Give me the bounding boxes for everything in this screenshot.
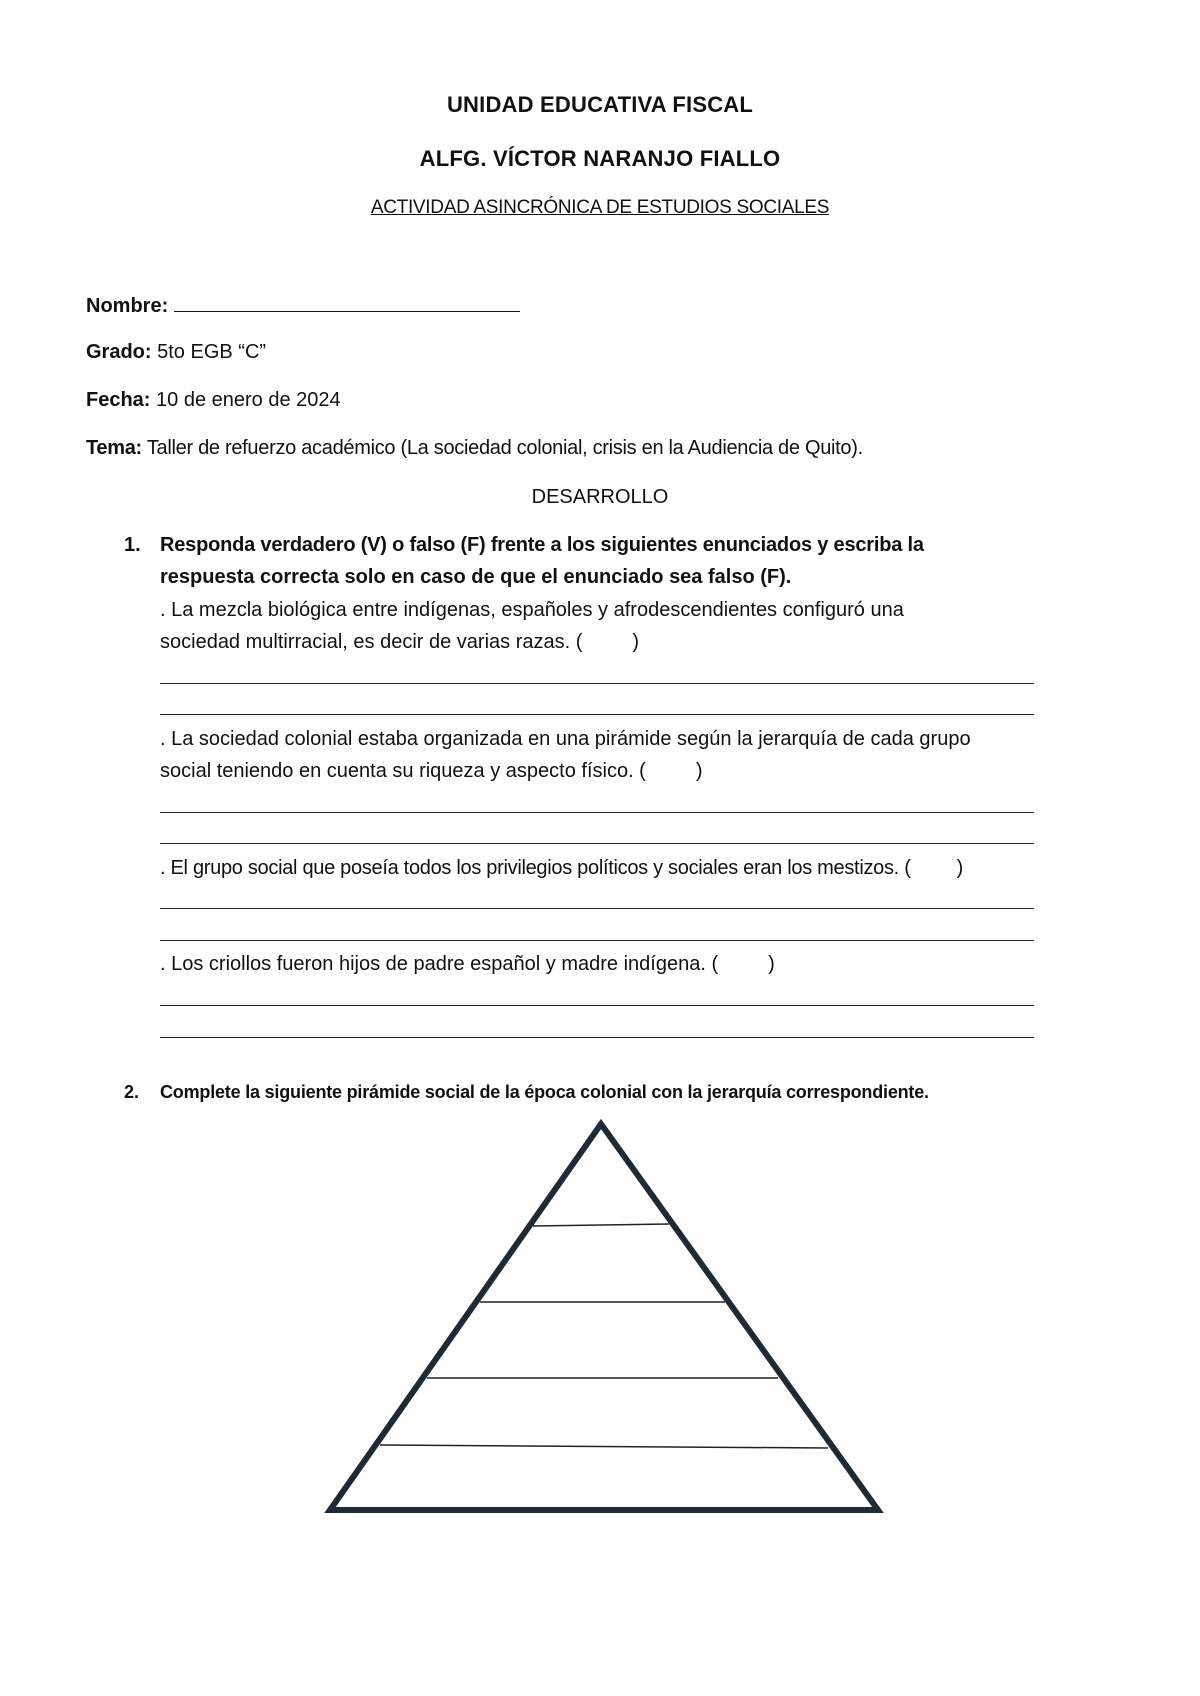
statement-2-text: social teniendo en cuenta su riqueza y aspecto físico. ( (160, 760, 646, 782)
statement-1-line1: . La mezcla biológica entre indígenas, españoles y afrodescendientes configuró una (160, 599, 904, 621)
pyramid-outline (330, 1124, 878, 1510)
statement-1-close-paren: ) (632, 631, 640, 653)
fecha-value: 10 de enero de 2024 (156, 389, 341, 411)
tema-label: Tema: (86, 437, 142, 459)
pyramid-level-line-4 (380, 1445, 828, 1448)
question1-instruction-line2: respuesta correcta solo en caso de que el enunciado sea falso (F). (160, 566, 792, 588)
grado-value: 5to EGB “C” (157, 341, 267, 363)
pyramid-level-line-1 (533, 1224, 669, 1226)
question1-number: 1. (124, 534, 141, 556)
school-name-line2: ALFG. VÍCTOR NARANJO FIALLO (419, 146, 781, 171)
statement-2-line1: . La sociedad colonial estaba organizada en una pirámide según la jerarquía de cada grupo (160, 728, 971, 750)
school-name-line1: UNIDAD EDUCATIVA FISCAL (446, 92, 754, 117)
statement-3-text: . El grupo social que poseía todos los privilegios políticos y sociales eran los mestizos. ( (160, 857, 911, 879)
section-title: DESARROLLO (531, 486, 669, 508)
grado-label: Grado: (86, 341, 152, 363)
activity-title: ACTIVIDAD ASINCRÓNICA DE ESTUDIOS SOCIALES (370, 197, 830, 218)
nombre-label: Nombre: (86, 295, 169, 317)
statement-1-text: sociedad multirracial, es decir de varias razas. ( (160, 631, 583, 653)
question1-instruction-line1: Responda verdadero (V) o falso (F) frente a los siguientes enunciados y escriba la (160, 534, 924, 556)
statement-2-close-paren: ) (695, 760, 703, 782)
question2-instruction: Complete la siguiente pirámide social de la época colonial con la jerarquía correspondiente. (160, 1082, 929, 1102)
question2-number: 2. (124, 1082, 140, 1102)
statement-4-text: . Los criollos fueron hijos de padre español y madre indígena. ( (160, 953, 719, 975)
fecha-label: Fecha: (86, 389, 151, 411)
statement-3-close-paren: ) (956, 857, 963, 879)
statement-4-close-paren: ) (768, 953, 775, 975)
tema-value: Taller de refuerzo académico (La sociedad colonial, crisis en la Audiencia de Quito). (146, 437, 863, 459)
